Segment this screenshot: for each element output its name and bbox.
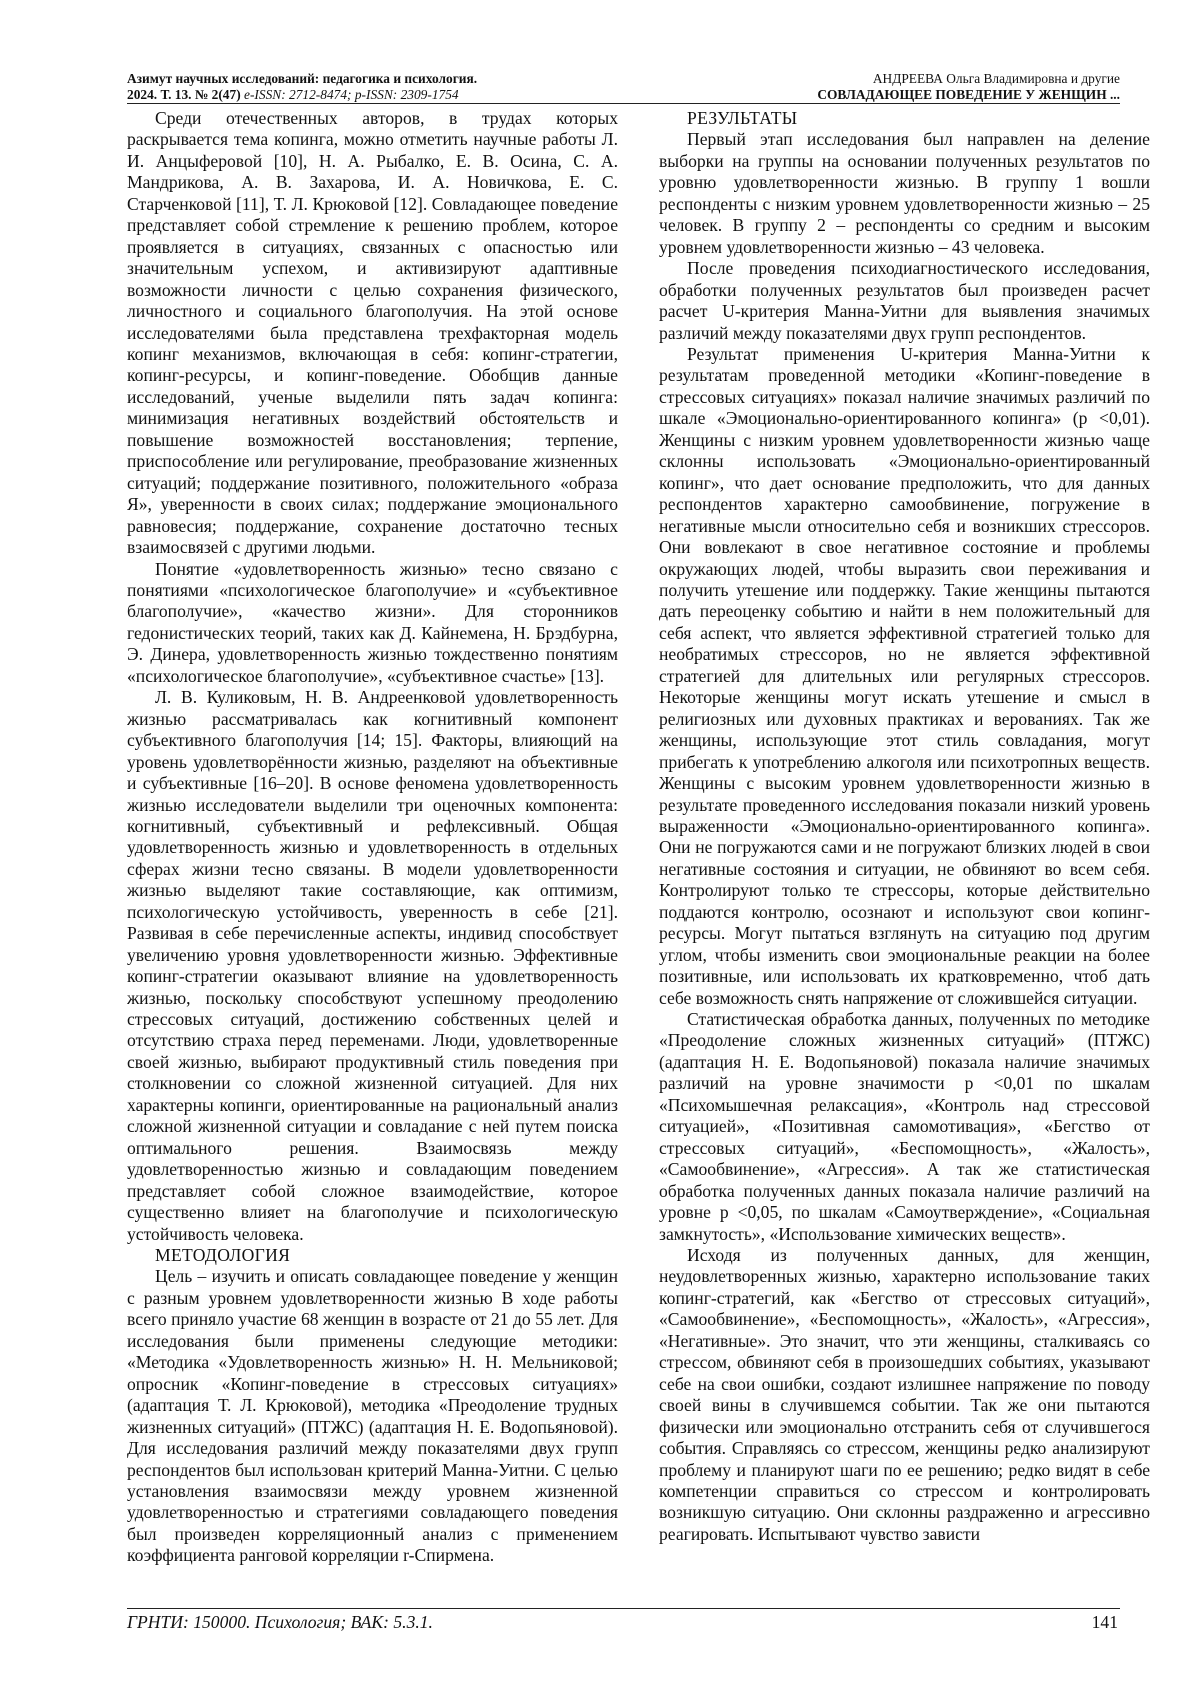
paragraph: Первый этап исследования был направлен на деление выборки на группы на основании полученных результатов по уровню удовлетворенности жизнью. В группу 1 вошли респонденты с низким уровнем удовлетворенности жизнью – 25 человек. В группу 2 – респонденты со средним и высоким уровнем удовлетворенности жизнью – 43 человека. (659, 129, 1150, 257)
journal-title: Азимут научных исследований: педагогика и психология. (127, 71, 478, 86)
section-heading-results: РЕЗУЛЬТАТЫ (687, 108, 798, 128)
left-column (127, 108, 618, 1601)
journal-issue-line (127, 87, 647, 103)
page-number: 141 (1091, 1612, 1118, 1632)
article-running-title: СОВЛАДАЮЩЕЕ ПОВЕДЕНИЕ У ЖЕНЩИН ... (817, 86, 1120, 102)
paragraph: Л. В. Куликовым, Н. В. Андреенковой удовлетворенность жизнью рассматривалась как когнитивный компонент субъективного благополучия [14; 15]. Факторы, влияющий на уровень удовлетворённости жизнью, разделяют на объективные и субъективные [16–20]. В основе феномена удовлетворенность жизнью исследователи выделили три оценочных компонента: когнитивный, субъективный и рефлексивный. Общая удовлетворенность жизнью и удовлетворенность в отдельных сферах жизни тесно связаны. В модели удовлетворенности жизнью выделяют такие составляющие, как оптимизм, психологическую устойчивость, уверенность в себе [21]. Развивая в себе перечисленные аспекты, индивид способствует увеличению уровня удовлетворенности жизнью. Эффективные копинг-стратегии оказывают влияние на удовлетворенность жизнью, поскольку способствуют успешному преодолению стрессовых ситуаций, достижению собственных целей и отсутствию страха перед переменами. Люди, удовлетворенные своей жизнью, выбирают продуктивный стиль поведения при столкновении со сложной жизненной ситуацией. Для них характерны копинги, ориентированные на рациональный анализ сложной жизненной ситуации и совладание с ней путем поиска оптимального решения. Взаимосвязь между удовлетворенностью жизнью и совладающим поведением представляет собой сложное взаимодействие, которое существенно влияет на благополучие и психологическую устойчивость человека. (127, 687, 618, 1244)
paragraph: Статистическая обработка данных, полученных по методике «Преодоление сложных жизненных ситуаций» (ПТЖС) (адаптация Н. Е. Водопьяновой) показала наличие значимых различий на уровне значимости p <0,01 по шкалам «Психомышечная релаксация», «Контроль над стрессовой ситуацией», «Позитивная самомотивация», «Бегство от стрессовых ситуаций», «Беспомощность», «Жалость», «Самообвинение», «Агрессия». А так же статистическая обработка полученных данных показала наличие различий на уровне p <0,05, по шкалам «Самоутверждение», «Социальная замкнутость», «Использование химических веществ». (659, 1009, 1150, 1244)
header-divider (127, 103, 1120, 104)
paragraph: Результат применения U-критерия Манна-Уитни к результатам проведенной методики «Копинг-поведение в стрессовых ситуациях» показал наличие значимых различий по шкале «Эмоционально-ориентированного копинга» (p <0,01). Женщины с низким уровнем удовлетворенности жизнью чаще склонны использовать «Эмоционально-ориентированный копинг», что дает основание предположить, что для данных респондентов характерно самообвинение, погружение в негативные мысли относительно себя и возникших стрессоров. Они вовлекают в свое негативное состояние и проблемы окружающих людей, чтобы выразить свои переживания и получить утешение или поддержку. Такие женщины пытаются дать переоценку событию и найти в нем положительный для себя аспект, что является эффективной стратегией только для необратимых стрессоров, но не является эффективной стратегией для длительных или регулярных стрессоров. Некоторые женщины могут искать утешение и смысл в религиозных или духовных практиках и верованиях. Так же женщины, использующие этот стиль совладания, могут прибегать к употреблению алкоголя или психотропных веществ. Женщины с высоким уровнем удовлетворенности жизнью в результате проведенного исследования показали низкий уровень выраженности «Эмоционально-ориентированного копинга». Они не погружаются сами и не погружают близких людей в свои негативные состояния и ситуации, не обвиняют во всем себя. Контролируют только те стрессоры, которые действительно поддаются контролю, осознают и используют свои копинг-ресурсы. Могут пытаться взглянуть на ситуацию под другим углом, чтобы изменить свои эмоциональные реакции на более позитивные, или использовать их кратковременно, чтоб дать себе возможность снять напряжение от сложившейся ситуации. (659, 343, 1150, 1008)
article-authors: АНДРЕЕВА Ольга Владимировна и другие (872, 71, 1120, 86)
journal-issn: e-ISSN: 2712-8474; p-ISSN: 2309-1754 (244, 86, 459, 102)
footer-divider (127, 1608, 1120, 1609)
article-header (660, 71, 1120, 102)
section-heading-methodology: МЕТОДОЛОГИЯ (155, 1245, 291, 1266)
paragraph: Понятие «удовлетворенность жизнью» тесно связано с понятиями «психологическое благополучие» и «субъективное благополучие», «качество жизни». Для сторонников гедонистических теорий, таких как Д. Кайнемена, Н. Брэдбурна, Э. Динера, удовлетворенность жизнью тождественно понятиям «психологическое благополучие», «субъективное счастье» [13]. (127, 558, 618, 686)
right-column (659, 108, 1150, 1601)
paragraph: Среди отечественных авторов, в трудах которых раскрывается тема копинга, можно отметить научные работы Л. И. Анцыферовой [10], Н. А. Рыбалко, Е. В. Осина, С. А. Мандрикова, А. В. Захарова, И. А. Новичкова, Е. С. Старченковой [11], Т. Л. Крюковой [12]. Совладающее поведение представляет собой стремление к решению проблем, которое проявляется в ситуациях, связанных с опасностью или значительным успехом, и активизируют адаптивные возможности личности с целью сохранения физического, личностного и социального благополучия. На этой основе исследователями была представлена трехфакторная модель копинг механизмов, включающая в себя: копинг-стратегии, копинг-ресурсы, и копинг-поведение. Обобщив данные исследований, ученые выделили пять задач копинга: минимизация негативных воздействий обстоятельств и повышение возможностей восстановления; терпение, приспособление или регулирование, преобразование жизненных ситуаций; поддержание позитивного, положительного «образа Я», уверенности в своих силах; поддержание эмоционального равновесия; поддержание, сохранение достаточно тесных взаимосвязей с другими людьми. (127, 108, 618, 558)
journal-issue: 2024. Т. 13. № 2(47) (127, 86, 241, 102)
journal-header (127, 71, 647, 102)
paragraph: Цель – изучить и описать совладающее поведение у женщин с разным уровнем удовлетворенности жизнью В ходе работы всего приняло участие 68 женщин в возрасте от 21 до 55 лет. Для исследования были применены следующие методики: «Методика «Удовлетворенность жизнью» Н. Н. Мельниковой; опросник «Копинг-поведение в стрессовых ситуациях» (адаптация Т. Л. Крюковой), методика «Преодоление трудных жизненных ситуаций» (ПТЖС) (адаптация Н. Е. Водопьяновой). Для исследования различий между показателями двух групп респондентов был использован критерий Манна-Уитни. С целью установления взаимосвязи между уровнем жизненной удовлетворенностью и стратегиями совладающего поведения был произведен корреляционный анализ с применением коэффициента ранговой корреляции r-Спирмена. (127, 1266, 618, 1566)
footer-classification: ГРНТИ: 150000. Психология; ВАК: 5.3.1. (127, 1612, 433, 1632)
paragraph: Исходя из полученных данных, для женщин, неудовлетворенных жизнью, характерно использование таких копинг-стратегий, как «Бегство от стрессовых ситуаций», «Самообвинение», «Беспомощность», «Жалость», «Агрессия», «Негативные». Это значит, что эти женщины, сталкиваясь со стрессом, обвиняют себя в произошедших событиях, указывают себе на свои ошибки, создают излишнее напряжение по поводу своей вины в случившемся событии. Так же они пытаются физически или эмоционально отстранить себя от случившегося события. Справляясь со стрессом, женщины редко анализируют проблему и планируют шаги по ее решению; редко видят в себе компетенции справиться со стрессом и контролировать возникшую ситуацию. Они склонны раздраженно и агрессивно реагировать. Испытывают чувство зависти (659, 1245, 1150, 1544)
paragraph: После проведения психодиагностического исследования, обработки полученных результатов был произведен расчет расчет U-критерия Манна-Уитни для выявления значимых различий между показателями двух групп респондентов. (659, 258, 1150, 343)
